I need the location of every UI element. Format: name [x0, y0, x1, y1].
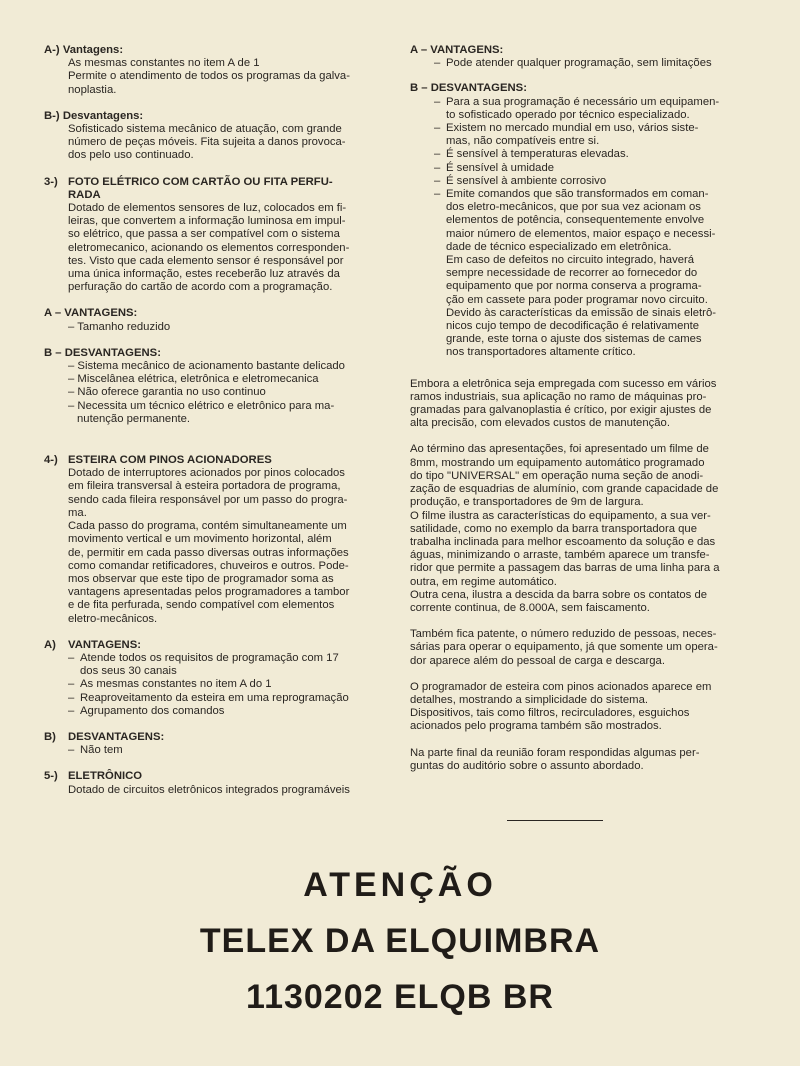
- list-item: [410, 320, 742, 333]
- list-item: – Sistema mecânico de acionamento bastante delicado: [68, 360, 345, 373]
- list-item: [44, 652, 372, 665]
- right-column: [410, 44, 742, 786]
- paragraph: [410, 378, 742, 431]
- section-heading: [44, 454, 372, 467]
- item-text: É sensível à temperaturas elevadas.: [446, 148, 629, 161]
- item-text: dos seus 30 canais: [80, 665, 177, 678]
- paragraph-line: alta precisão, com elevados custos de manutenção.: [410, 417, 670, 430]
- paragraph: [410, 681, 742, 734]
- heading-text: B-) Desvantagens:: [44, 109, 144, 122]
- list-item: [410, 57, 742, 70]
- heading-text: ESTEIRA COM PINOS ACIONADORES: [68, 454, 272, 467]
- section-body: [44, 467, 372, 625]
- dash: –: [434, 174, 441, 187]
- item-text: dade de técnico especializado em eletrônica.: [446, 240, 672, 253]
- section-number: 5-): [44, 770, 58, 783]
- list-item: [410, 162, 742, 175]
- item-text: É sensível à umidade: [446, 161, 555, 174]
- item-text: Emite comandos que são transformados em coman-: [446, 188, 709, 201]
- body-line: Dotado de elementos sensores de luz, colocados em fi-: [68, 202, 347, 215]
- list-item: [410, 346, 742, 359]
- dash: [434, 254, 446, 267]
- body-line: vantagens apresentadas pelos programadores a tambor: [68, 586, 350, 599]
- dash: [68, 665, 80, 678]
- paragraph-line: 8mm, mostrando um equipamento automático programado: [410, 456, 705, 469]
- list-item: [410, 307, 742, 320]
- body-line: Sofisticado sistema mecânico de atuação, com grande: [68, 123, 342, 136]
- section-3-desvantagens: [44, 347, 372, 426]
- notice-telex-number: 1130202 ELQB BR: [246, 978, 554, 1016]
- heading-line: RADA: [68, 188, 101, 201]
- dash: [434, 109, 446, 122]
- eletronico-desvantagens: [410, 82, 742, 359]
- dash: [434, 307, 446, 320]
- paragraph-line: gramadas para galvanoplastia é crítico, por exigir ajustes de: [410, 404, 712, 417]
- dash: [434, 320, 446, 333]
- section-3-foto-eletrico: [44, 176, 372, 295]
- dash: –: [434, 122, 441, 135]
- list-item: [410, 109, 742, 122]
- item-text: As mesmas constantes no item A do 1: [80, 678, 272, 691]
- body-line: como comandar retificadores, chuveiros e outros. Pode-: [68, 559, 349, 572]
- item-text: dos eletro-mecânicos, que por sua vez acionam os: [446, 201, 701, 214]
- body-line: mos observar que este tipo de programador soma as: [68, 572, 334, 585]
- section-heading: [44, 176, 372, 202]
- paragraph-line: Outra cena, ilustra a descida da barra sobre os contatos de: [410, 588, 708, 601]
- item-text: Reaproveitamento da esteira em uma reprogramação: [80, 691, 349, 704]
- list-item: [410, 333, 742, 346]
- list-item: [410, 188, 742, 201]
- list-item: [410, 254, 742, 267]
- dash: –: [68, 704, 75, 717]
- list-item: [44, 665, 372, 678]
- paragraph-line: Dispositivos, tais como filtros, recirculadores, esguichos: [410, 707, 690, 720]
- dash: [434, 201, 446, 214]
- body-line: ma.: [68, 506, 87, 519]
- signature-rule: [507, 820, 603, 821]
- dash: [434, 241, 446, 254]
- section-number: 3-): [44, 175, 58, 188]
- list-item: [410, 228, 742, 241]
- eletronico-vantagens: [410, 44, 742, 70]
- paragraph-line: detalhes, mostrando a simplicidade do sistema.: [410, 693, 648, 706]
- item-text: elementos de potência, consequentemente envolve: [446, 214, 705, 227]
- dash: –: [434, 95, 441, 108]
- heading-line: FOTO ELÉTRICO COM CARTÃO OU FITA PERFU-: [68, 175, 333, 188]
- section-b-desvantagens: [44, 110, 372, 163]
- dash: [434, 280, 446, 293]
- item-text: ção em cassete para poder programar novo circuito.: [446, 293, 708, 306]
- dash: –: [68, 651, 75, 664]
- body-line: Cada passo do programa, contém simultaneamente um: [68, 520, 347, 533]
- body-line: uma única informação, estes receberão luz através da: [68, 268, 340, 281]
- paragraph-line: trabalha inclinada para melhor escoamento da solução e das: [410, 535, 716, 548]
- section-body: [44, 202, 372, 294]
- desvantagens-list: [410, 96, 742, 360]
- paragraph: [410, 443, 742, 615]
- item-text: grande, este torna o ajuste dos sistemas de cames: [446, 333, 702, 346]
- paragraph-line: guntas do auditório sobre o assunto abordado.: [410, 759, 644, 772]
- list-item: [410, 294, 742, 307]
- body-line: leiras, que convertem a informação luminosa em impul-: [68, 215, 346, 228]
- body-line: de, permitir em cada passo diversas outras informações: [68, 546, 349, 559]
- dash: –: [434, 188, 441, 201]
- paragraph-line: produção, e transportadores de 9m de largura.: [410, 496, 644, 509]
- dash: [434, 346, 446, 359]
- paragraph-line: do tipo "UNIVERSAL" em operação numa seção de anodi-: [410, 469, 704, 482]
- section-number: B): [44, 730, 56, 743]
- body-line: so elétrico, que passa a ser compatível com o sistema: [68, 228, 340, 241]
- dash: [434, 333, 446, 346]
- report-paragraphs: [410, 378, 742, 773]
- dash: [434, 294, 446, 307]
- section-heading: [44, 770, 372, 783]
- desvantagens-heading: [44, 731, 372, 744]
- heading-text: A-) Vantagens:: [44, 44, 124, 56]
- dash: –: [434, 57, 441, 70]
- item-text: maior número de elementos, maior espaço e necessi-: [446, 227, 716, 240]
- body-line: eletro-mecânicos.: [68, 612, 158, 625]
- list-item: [410, 135, 742, 148]
- list-item: [410, 201, 742, 214]
- vantagens-heading: A – VANTAGENS:: [410, 44, 504, 56]
- list: [44, 360, 372, 426]
- item-text: Em caso de defeitos no circuito integrado, haverá: [446, 254, 695, 267]
- list-item: [410, 148, 742, 161]
- paragraph-line: ridor que permite a passagem das barras de uma linha para a: [410, 562, 720, 575]
- section-3-vantagens: [44, 307, 372, 333]
- paragraph-line: Na parte final da reunião foram respondidas algumas per-: [410, 746, 700, 759]
- item-text: mas, não compatíveis entre si.: [446, 135, 600, 148]
- item-text: Não tem: [80, 744, 123, 757]
- body-line: As mesmas constantes no item A de 1: [68, 57, 260, 70]
- item-text: É sensível à ambiente corrosivo: [446, 174, 607, 187]
- body-line: Dotado de interruptores acionados por pinos colocados: [68, 467, 345, 480]
- desvantagens-heading: B – DESVANTAGENS:: [410, 82, 527, 95]
- section-4-vantagens: [44, 639, 372, 718]
- item-text: sempre necessidade de recorrer ao fornecedor do: [446, 267, 698, 280]
- vantagens-heading: A – VANTAGENS:: [44, 307, 138, 320]
- paragraph: [410, 628, 742, 668]
- paragraph-line: Ao término das apresentações, foi apresentado um filme de: [410, 443, 709, 456]
- notice-telex-label: TELEX DA ELQUIMBRA: [199, 922, 601, 960]
- desvantagens-heading: B – DESVANTAGENS:: [44, 346, 161, 359]
- notice-title: ATENÇÃO: [303, 866, 497, 904]
- body-line: tes. Visto que cada elemento sensor é responsável por: [68, 254, 344, 267]
- list-item: – Necessita um técnico elétrico e eletrônico para ma-: [68, 399, 335, 412]
- body-line: perfuração do cartão de acordo com a programação.: [68, 281, 333, 294]
- paragraph-line: corrente continua, de 8.000A, sem faiscamento.: [410, 601, 650, 614]
- body-line: Dotado de circuitos eletrônicos integrados programáveis: [68, 783, 350, 796]
- list-item: [44, 705, 372, 718]
- section-body: [44, 123, 372, 163]
- section-body: [44, 57, 372, 97]
- dash: [434, 228, 446, 241]
- heading-text: ELETRÔNICO: [68, 770, 143, 783]
- list-item: [410, 214, 742, 227]
- body-line: Permite o atendimento de todos os programas da galva-: [68, 70, 350, 83]
- section-heading: [44, 110, 372, 123]
- paragraph-line: satilidade, como no exemplo da barra transportadora que: [410, 522, 697, 535]
- body-line: em fileira transversal à esteira portadora de programa,: [68, 480, 341, 493]
- paragraph-line: zação de esquadrias de alumínio, com grande capacidade de: [410, 483, 719, 496]
- paragraph-line: outra, em regime automático.: [410, 575, 557, 588]
- dash: –: [434, 148, 441, 161]
- dash: [434, 214, 446, 227]
- dash: –: [68, 678, 75, 691]
- vantagens-heading: [44, 639, 372, 652]
- list-item: [410, 241, 742, 254]
- paragraph-line: O filme ilustra as características do equipamento, a sua ver-: [410, 509, 711, 522]
- dash: –: [68, 691, 75, 704]
- paragraph-line: águas, minimizando o arraste, também aparece um transfe-: [410, 549, 710, 562]
- paragraph-line: dor aparece além do pessoal de carga e descarga.: [410, 654, 665, 667]
- item-text: Pode atender qualquer programação, sem limitações: [446, 57, 712, 70]
- section-4-desvantagens: [44, 731, 372, 757]
- item-text: Agrupamento dos comandos: [80, 704, 225, 717]
- body-line: número de peças móveis. Fita sujeita a danos provoca-: [68, 136, 346, 149]
- list-item: [410, 280, 742, 293]
- list-item: – Não oferece garantia no uso continuo: [68, 386, 266, 399]
- item-text: Existem no mercado mundial em uso, vários siste-: [446, 122, 699, 135]
- body-line: dos pelo uso continuado.: [68, 149, 194, 162]
- section-4-esteira: [44, 454, 372, 626]
- body-line: movimento vertical e um movimento horizontal, além: [68, 533, 332, 546]
- item-text: nos transportadores altamente crítico.: [446, 346, 636, 359]
- heading-text: [68, 176, 372, 202]
- list-item: [44, 678, 372, 691]
- heading-text: VANTAGENS:: [68, 638, 142, 651]
- item-text: Para a sua programação é necessário um equipamen-: [446, 95, 720, 108]
- paragraph: [410, 747, 742, 773]
- heading-text: DESVANTAGENS:: [68, 730, 165, 743]
- section-a-vantagens: [44, 44, 372, 97]
- paragraph-line: sárias para operar o equipamento, já que somente um opera-: [410, 641, 718, 654]
- list-item: [410, 267, 742, 280]
- section-number: 4-): [44, 454, 58, 467]
- item-text: equipamento que por norma conserva a programa-: [446, 280, 702, 293]
- list-item: [410, 96, 742, 109]
- body-line: e de fita perfurada, sendo compatível com elementos: [68, 599, 335, 612]
- dash: [434, 135, 446, 148]
- list-item: [410, 175, 742, 188]
- list: [44, 321, 372, 334]
- section-heading: [44, 44, 372, 57]
- item-text: nicos cujo tempo de decodificação é relativamente: [446, 320, 700, 333]
- paragraph-line: ramos industriais, sua aplicação no ramo de máquinas pro-: [410, 390, 707, 403]
- dash: [434, 267, 446, 280]
- list-item: [410, 122, 742, 135]
- paragraph-line: O programador de esteira com pinos acionados aparece em: [410, 680, 712, 693]
- item-text: to sofisticado operado por técnico especializado.: [446, 108, 690, 121]
- body-line: eletromecanico, acionando os elementos corresponden-: [68, 241, 350, 254]
- list-item: – Miscelânea elétrica, eletrônica e eletromecanica: [68, 373, 319, 386]
- dash: –: [434, 161, 441, 174]
- body-line: sendo cada fileira responsável por um passo do progra-: [68, 493, 348, 506]
- paragraph-line: Também fica patente, o número reduzido de pessoas, neces-: [410, 628, 717, 641]
- item-text: Atende todos os requisitos de programação com 17: [80, 651, 339, 664]
- paragraph-line: Embora a eletrônica seja empregada com sucesso em vários: [410, 377, 717, 390]
- paragraph-line: acionados pelo programa também são mostrados.: [410, 720, 662, 733]
- list-item: [44, 692, 372, 705]
- list-item: – Tamanho reduzido: [68, 320, 171, 333]
- dash: –: [68, 744, 75, 757]
- section-number: A): [44, 638, 56, 651]
- list-item: [44, 744, 372, 757]
- list-item: nutenção permanente.: [77, 412, 191, 425]
- item-text: Devido às características da emissão de sinais eletrô-: [446, 306, 716, 319]
- section-5-eletronico: [44, 770, 372, 796]
- body-line: noplastia.: [68, 83, 117, 96]
- section-body: [44, 784, 372, 797]
- left-column: [44, 44, 372, 810]
